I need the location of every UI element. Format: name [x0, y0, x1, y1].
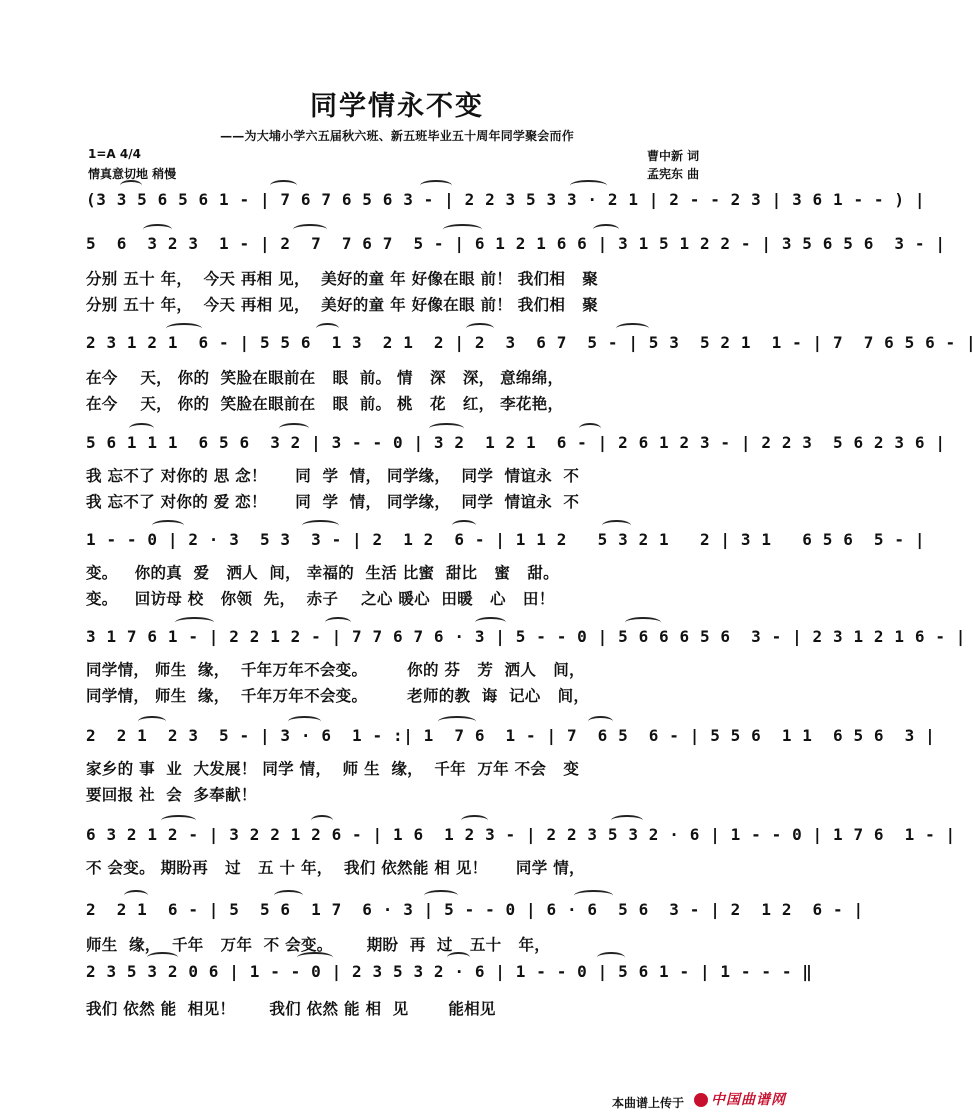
slur-mark	[579, 423, 601, 434]
lyric-line: 不 会变。 期盼再 过 五 十 年， 我们 依然能 相 见！ 同学 情，	[86, 859, 585, 877]
slur-mark	[138, 716, 166, 727]
key-time-signature: 1=A 4/4	[88, 147, 141, 161]
song-title: 同学情永不变	[310, 91, 484, 122]
slur-mark	[588, 716, 613, 727]
lyric-line: 同学情， 师生 缘， 千年万年不会变。 你的 芬 芳 洒人 间，	[86, 661, 585, 679]
lyric-line: 家乡的 事 业 大发展！ 同学 情， 师 生 缘， 千年 万年 不会 变	[86, 760, 580, 778]
slur-mark	[274, 890, 303, 901]
slur-mark	[625, 617, 661, 628]
logo-text: 中国曲谱网	[711, 1092, 786, 1108]
slur-mark	[120, 180, 142, 191]
slur-mark	[311, 815, 333, 826]
slur-mark	[424, 890, 458, 901]
notation-row: 6 3 2 1 2 - | 3 2 2 1 2 6 - | 1 6 1 2 3 - | 2 2 3 5 3 2 · 6 | 1 - - 0 | 1 7 6 1 - |	[86, 825, 956, 844]
lyric-line: 师生 缘， 千年 万年 不 会变。 期盼 再 过 五十 年，	[86, 936, 551, 954]
composer-credit: 孟宪东 曲	[647, 167, 700, 181]
slur-mark	[475, 617, 506, 628]
slur-mark	[574, 890, 613, 901]
slur-mark	[152, 520, 184, 531]
slur-mark	[616, 323, 649, 334]
slur-mark	[597, 952, 625, 963]
notation-row: 5 6 3 2 3 1 - | 2 7 7 6 7 5 - | 6 1 2 1 6 6 | 3 1 5 1 2 2 - | 3 5 6 5 6 3 - |	[86, 234, 946, 253]
lyric-line: 同学情， 师生 缘， 千年万年不会变。 老师的教 诲 记心 间，	[86, 687, 590, 705]
slur-mark	[143, 224, 172, 235]
lyricist-credit: 曹中新 词	[647, 149, 700, 163]
slur-mark	[129, 423, 154, 434]
slur-mark	[293, 224, 327, 235]
lyric-line: 变。 回访母 校 你领 先， 赤子 之心 暖心 田暖 心 田！	[86, 590, 555, 608]
lyric-line: 我们 依然 能 相见！ 我们 依然 能 相 见 能相见	[86, 1000, 496, 1018]
slur-mark	[270, 180, 297, 191]
slur-mark	[438, 716, 476, 727]
lyric-line: 要回报 社 会 多奉献！	[86, 786, 257, 804]
song-subtitle: ——为大埔小学六五届秋六班、新五班毕业五十周年同学聚会而作	[220, 129, 574, 143]
lyric-line: 分别 五十 年， 今天 再相 见， 美好的童 年 好像在眼 前！ 我们相 聚	[86, 296, 599, 314]
slur-mark	[570, 180, 607, 191]
slur-mark	[279, 423, 309, 434]
slur-mark	[420, 180, 452, 191]
slur-mark	[175, 617, 214, 628]
lyric-line: 在今 天， 你的 笑脸在眼前在 眼 前。 桃 花 红， 李花艳，	[86, 395, 564, 413]
slur-mark	[316, 323, 339, 334]
notation-row: (3 3 5 6 5 6 1 - | 7 6 7 6 5 6 3 - | 2 2 3 5 3 3 · 2 1 | 2 - - 2 3 | 3 6 1 - - ) |	[86, 190, 926, 209]
slur-mark	[429, 423, 464, 434]
slur-mark	[161, 815, 196, 826]
slur-mark	[611, 815, 643, 826]
slur-mark	[461, 815, 488, 826]
slur-mark	[443, 224, 482, 235]
slur-mark	[166, 323, 202, 334]
notation-row: 2 3 5 3 2 0 6 | 1 - - 0 | 2 3 5 3 2 · 6 | 1 - - 0 | 5 6 1 - | 1 - - - ‖	[86, 962, 813, 981]
slur-mark	[124, 890, 148, 901]
site-logo[interactable]	[694, 1089, 786, 1109]
notation-row: 2 2 1 2 3 5 - | 3 · 6 1 - :| 1 7 6 1 - | 7 6 5 6 - | 5 5 6 1 1 6 5 6 3 |	[86, 726, 936, 745]
notation-row: 3 1 7 6 1 - | 2 2 1 2 - | 7 7 6 7 6 · 3 | 5 - - 0 | 5 6 6 6 5 6 3 - | 2 3 1 2 1 6 - |	[86, 627, 967, 646]
notation-row: 1 - - 0 | 2 · 3 5 3 3 - | 2 1 2 6 - | 1 1 2 5 3 2 1 2 | 3 1 6 5 6 5 - |	[86, 530, 926, 549]
slur-mark	[297, 952, 333, 963]
notation-row: 2 2 1 6 - | 5 5 6 1 7 6 · 3 | 5 - - 0 | 6 · 6 5 6 3 - | 2 1 2 6 - |	[86, 900, 864, 919]
slur-mark	[288, 716, 321, 727]
lyric-line: 我 忘不了 对你的 爱 恋！ 同 学 情， 同学缘， 同学 情谊永 不	[86, 493, 580, 511]
lyric-line: 我 忘不了 对你的 思 念！ 同 学 情， 同学缘， 同学 情谊永 不	[86, 467, 580, 485]
slur-mark	[447, 952, 470, 963]
slur-mark	[593, 224, 619, 235]
slur-mark	[452, 520, 476, 531]
lyric-line: 在今 天， 你的 笑脸在眼前在 眼 前。 情 深 深， 意绵绵，	[86, 369, 564, 387]
slur-mark	[302, 520, 339, 531]
logo-mark-icon	[694, 1093, 708, 1107]
upload-note: 本曲谱上传于	[611, 1096, 684, 1110]
slur-mark	[466, 323, 494, 334]
lyric-line: 变。 你的真 爱 洒人 间， 幸福的 生活 比蜜 甜比 蜜 甜。	[86, 564, 559, 582]
notation-row: 2 3 1 2 1 6 - | 5 5 6 1 3 2 1 2 | 2 3 6 7 5 - | 5 3 5 2 1 1 - | 7 7 6 5 6 - |	[86, 333, 976, 352]
slur-mark	[325, 617, 351, 628]
slur-mark	[147, 952, 178, 963]
expression-mark: 情真意切地 稍慢	[88, 167, 177, 181]
lyric-line: 分别 五十 年， 今天 再相 见， 美好的童 年 好像在眼 前！ 我们相 聚	[86, 270, 599, 288]
slur-mark	[602, 520, 631, 531]
notation-row: 5 6 1 1 1 6 5 6 3 2 | 3 - - 0 | 3 2 1 2 1 6 - | 2 6 1 2 3 - | 2 2 3 5 6 2 3 6 |	[86, 433, 946, 452]
